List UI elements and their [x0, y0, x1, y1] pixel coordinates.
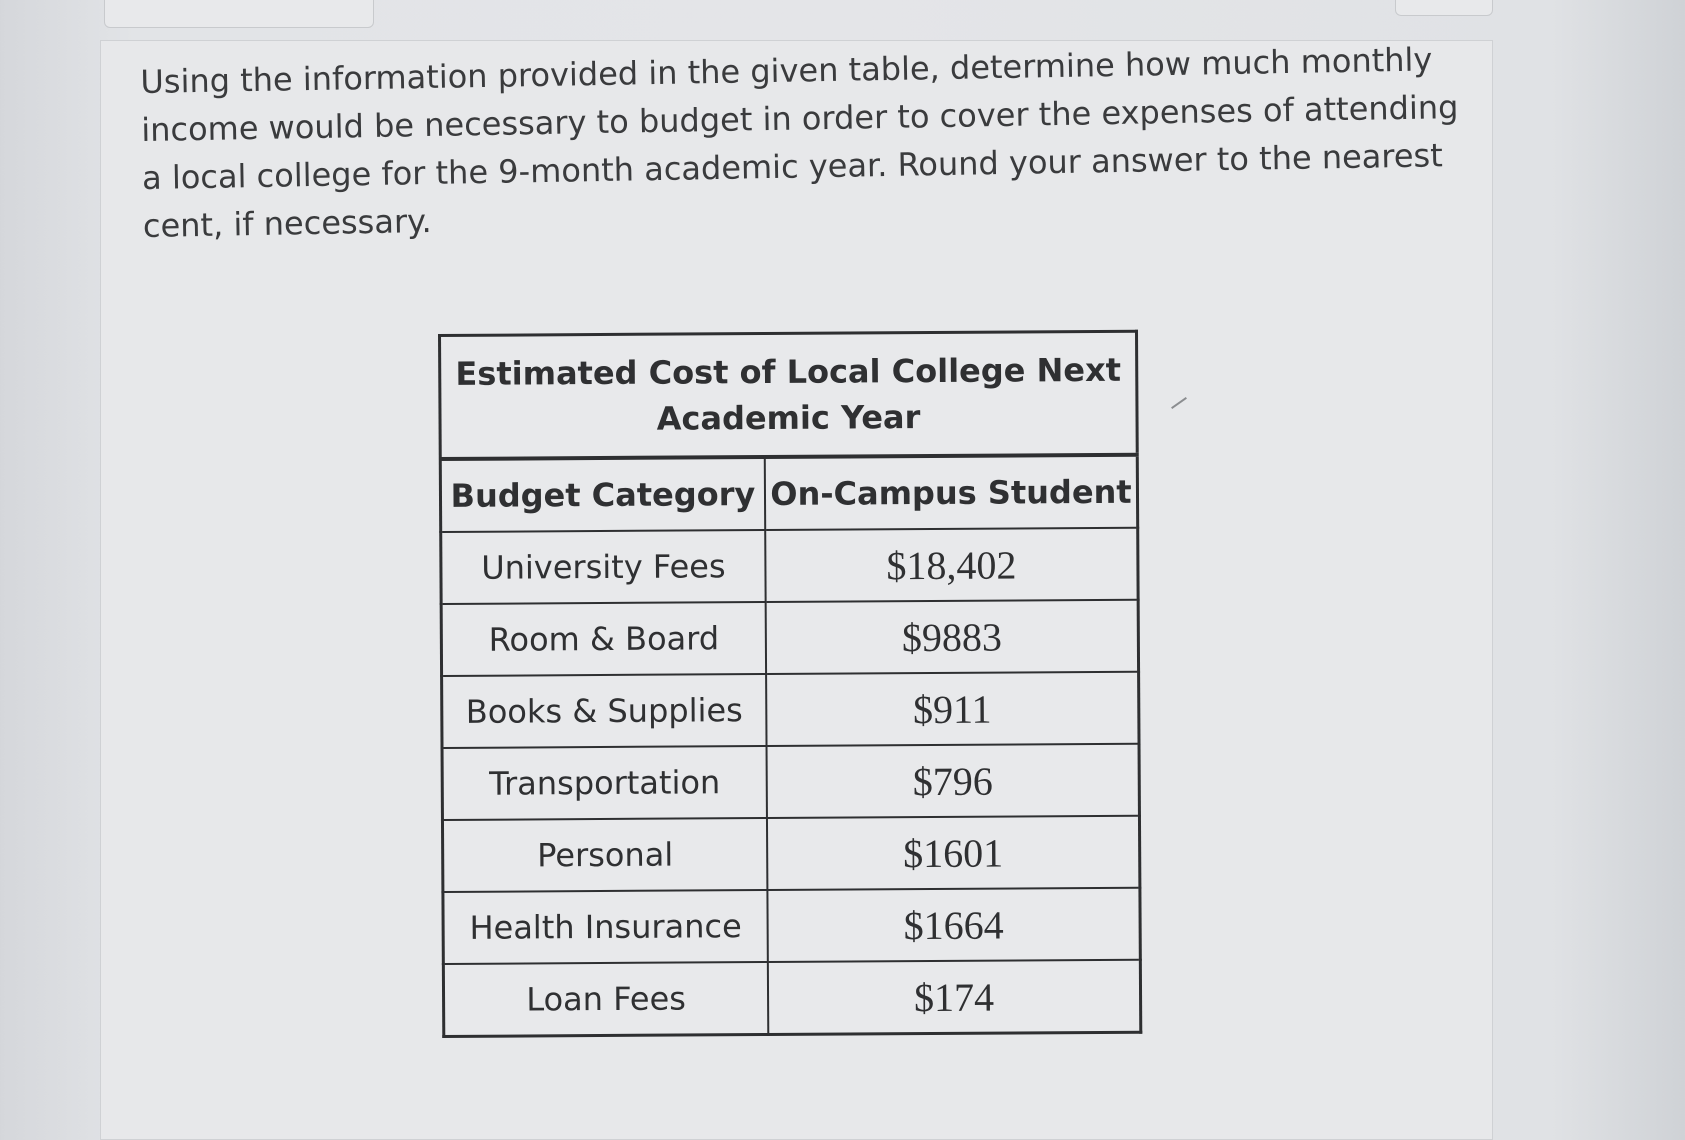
- cost-cell: $18,402: [765, 528, 1138, 602]
- cost-cell: $1664: [767, 888, 1140, 962]
- top-tab-right[interactable]: [1395, 0, 1493, 16]
- table-header-row: [440, 455, 1137, 532]
- table-title-line-1: Estimated Cost of Local College Next: [455, 350, 1122, 393]
- cost-table-wrapper: [438, 330, 1142, 1038]
- cost-cell: $174: [768, 960, 1141, 1035]
- category-cell: Books & Supplies: [442, 674, 767, 748]
- top-tab-left[interactable]: [104, 0, 374, 28]
- table-row: [441, 600, 1138, 676]
- cost-cell: $911: [766, 672, 1139, 746]
- category-cell: Transportation: [442, 746, 767, 820]
- cost-table: [438, 330, 1142, 1038]
- cost-cell: $9883: [766, 600, 1139, 674]
- table-row: [443, 960, 1140, 1037]
- table-title-line-2: Academic Year: [656, 398, 921, 438]
- table-row: [442, 744, 1139, 820]
- table-row: [442, 672, 1139, 748]
- table-title: [440, 331, 1138, 459]
- category-cell: Loan Fees: [443, 962, 768, 1036]
- category-cell: Room & Board: [441, 602, 766, 676]
- table-row: [441, 528, 1138, 604]
- category-cell: Health Insurance: [443, 890, 768, 964]
- header-budget-category: Budget Category: [440, 457, 765, 532]
- category-cell: University Fees: [441, 530, 766, 604]
- cost-cell: $796: [767, 744, 1140, 818]
- table-row: [442, 816, 1139, 892]
- header-on-campus-student: On-Campus Student: [765, 455, 1138, 530]
- cost-cell: $1601: [767, 816, 1140, 890]
- table-row: [443, 888, 1140, 964]
- table-caption-row: [440, 331, 1138, 459]
- category-cell: Personal: [442, 818, 767, 892]
- question-text: Using the information provided in the given table, determine how much monthly income would be necessary to budget in order to cover the expenses of attending a local college for the 9-month academic year. Round your answer to the nearest cent, if necessary.: [140, 40, 1459, 245]
